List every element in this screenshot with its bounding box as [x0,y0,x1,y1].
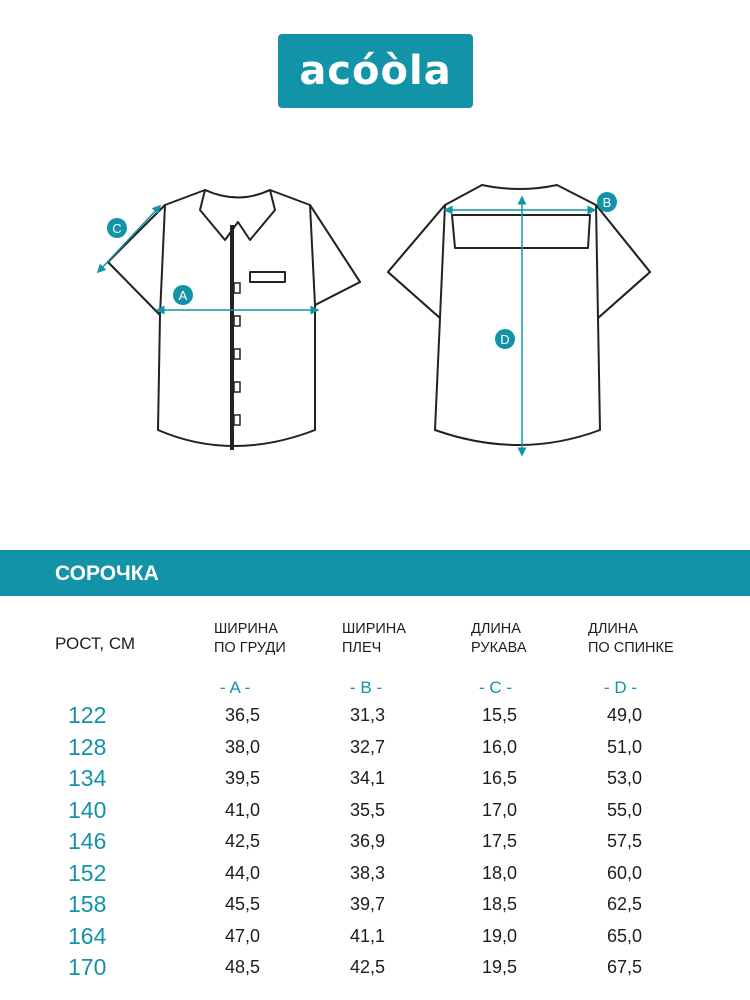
svg-text:A: A [178,288,188,303]
back-length-cell: 67,5 [607,957,643,977]
column-header-b-line1: ШИРИНА [342,621,406,637]
column-header-a-line1: ШИРИНА [214,621,278,637]
column-header-d-line1: ДЛИНА [588,621,638,637]
shoulder-width-cell: 41,1 [350,925,386,946]
height-column-header: РОСТ, СМ [55,634,136,653]
chest-width-cell: 44,0 [225,862,261,883]
back-length-cell: 53,0 [607,768,643,788]
back-length-cell: 60,0 [607,862,643,883]
back-left-sleeve [388,205,445,318]
size-cell: 158 [68,891,107,917]
sleeve-length-cell: 18,0 [482,862,518,883]
table-row [0,955,750,987]
column-header-d-line2: ПО СПИНКЕ [588,640,674,656]
back-length-cell: 49,0 [607,705,643,725]
back-length-cell: 55,0 [607,799,643,820]
table-row [0,861,750,893]
size-cell: 164 [68,922,107,949]
front-pocket [250,272,285,282]
marker-d [495,329,515,349]
svg-text:C: C [112,221,122,236]
size-cell: 146 [68,828,107,854]
column-header-a [214,620,286,658]
shoulder-width-cell: 32,7 [350,736,386,757]
size-cell: 122 [68,702,107,728]
shoulder-width-cell: 35,5 [350,799,386,820]
back-length-cell: 57,5 [607,831,643,851]
sleeve-length-cell: 17,5 [482,831,518,851]
table-row [0,766,750,798]
size-cell: 128 [68,733,107,760]
table-row [0,798,750,830]
back-right-sleeve [596,205,650,318]
brand-logo-text: acóòla [299,48,452,94]
column-code-a: - A - [220,678,251,697]
column-header-c-line2: РУКАВА [471,640,527,656]
table-row [0,703,750,735]
size-cell: 140 [68,796,107,823]
column-header-d [588,620,674,658]
sleeve-length-cell: 19,0 [482,925,518,946]
column-header-a-line2: ПО ГРУДИ [214,640,286,656]
shoulder-width-cell: 36,9 [350,831,386,851]
sleeve-length-cell: 19,5 [482,957,518,977]
chest-width-cell: 41,0 [225,799,261,820]
front-right-sleeve [310,205,360,305]
column-header-b-line2: ПЛЕЧ [342,640,382,656]
svg-text:D: D [500,332,510,347]
section-band [0,550,750,596]
column-header-c-line1: ДЛИНА [471,621,521,637]
marker-c [107,218,127,238]
chest-width-cell: 45,5 [225,894,261,914]
sleeve-length-cell: 17,0 [482,799,518,820]
column-header-c [471,620,527,658]
sleeve-length-cell: 16,5 [482,768,518,788]
column-code-b: - B - [350,678,383,697]
table-row [0,829,750,861]
back-length-cell: 62,5 [607,894,643,914]
sleeve-length-cell: 16,0 [482,736,518,757]
shoulder-width-cell: 42,5 [350,957,386,977]
table-row [0,924,750,956]
back-length-cell: 65,0 [607,925,643,946]
sleeve-length-cell: 15,5 [482,705,518,725]
column-code-c: - C - [479,678,513,697]
shoulder-width-cell: 39,7 [350,894,386,914]
chest-width-cell: 47,0 [225,925,261,946]
chest-width-cell: 48,5 [225,957,261,977]
table-row [0,892,750,924]
shoulder-width-cell: 34,1 [350,768,386,788]
shoulder-width-cell: 38,3 [350,862,386,883]
size-cell: 134 [68,765,107,791]
column-code-d: - D - [604,678,638,697]
marker-a [173,285,193,305]
sleeve-length-cell: 18,5 [482,894,518,914]
size-cell: 170 [68,954,107,980]
column-header-b [342,620,406,658]
size-table [0,703,750,987]
svg-text:B: B [602,195,612,210]
chest-width-cell: 39,5 [225,768,261,788]
size-cell: 152 [68,859,107,886]
back-length-cell: 51,0 [607,736,643,757]
brand-logo [278,34,473,108]
shirt-measurement-diagram [0,170,750,470]
table-row [0,735,750,767]
chest-width-cell: 38,0 [225,736,261,757]
shoulder-width-cell: 31,3 [350,705,386,725]
chest-width-cell: 36,5 [225,705,261,725]
marker-b [597,192,617,212]
chest-width-cell: 42,5 [225,831,261,851]
section-title: СОРОЧКА [55,562,159,585]
